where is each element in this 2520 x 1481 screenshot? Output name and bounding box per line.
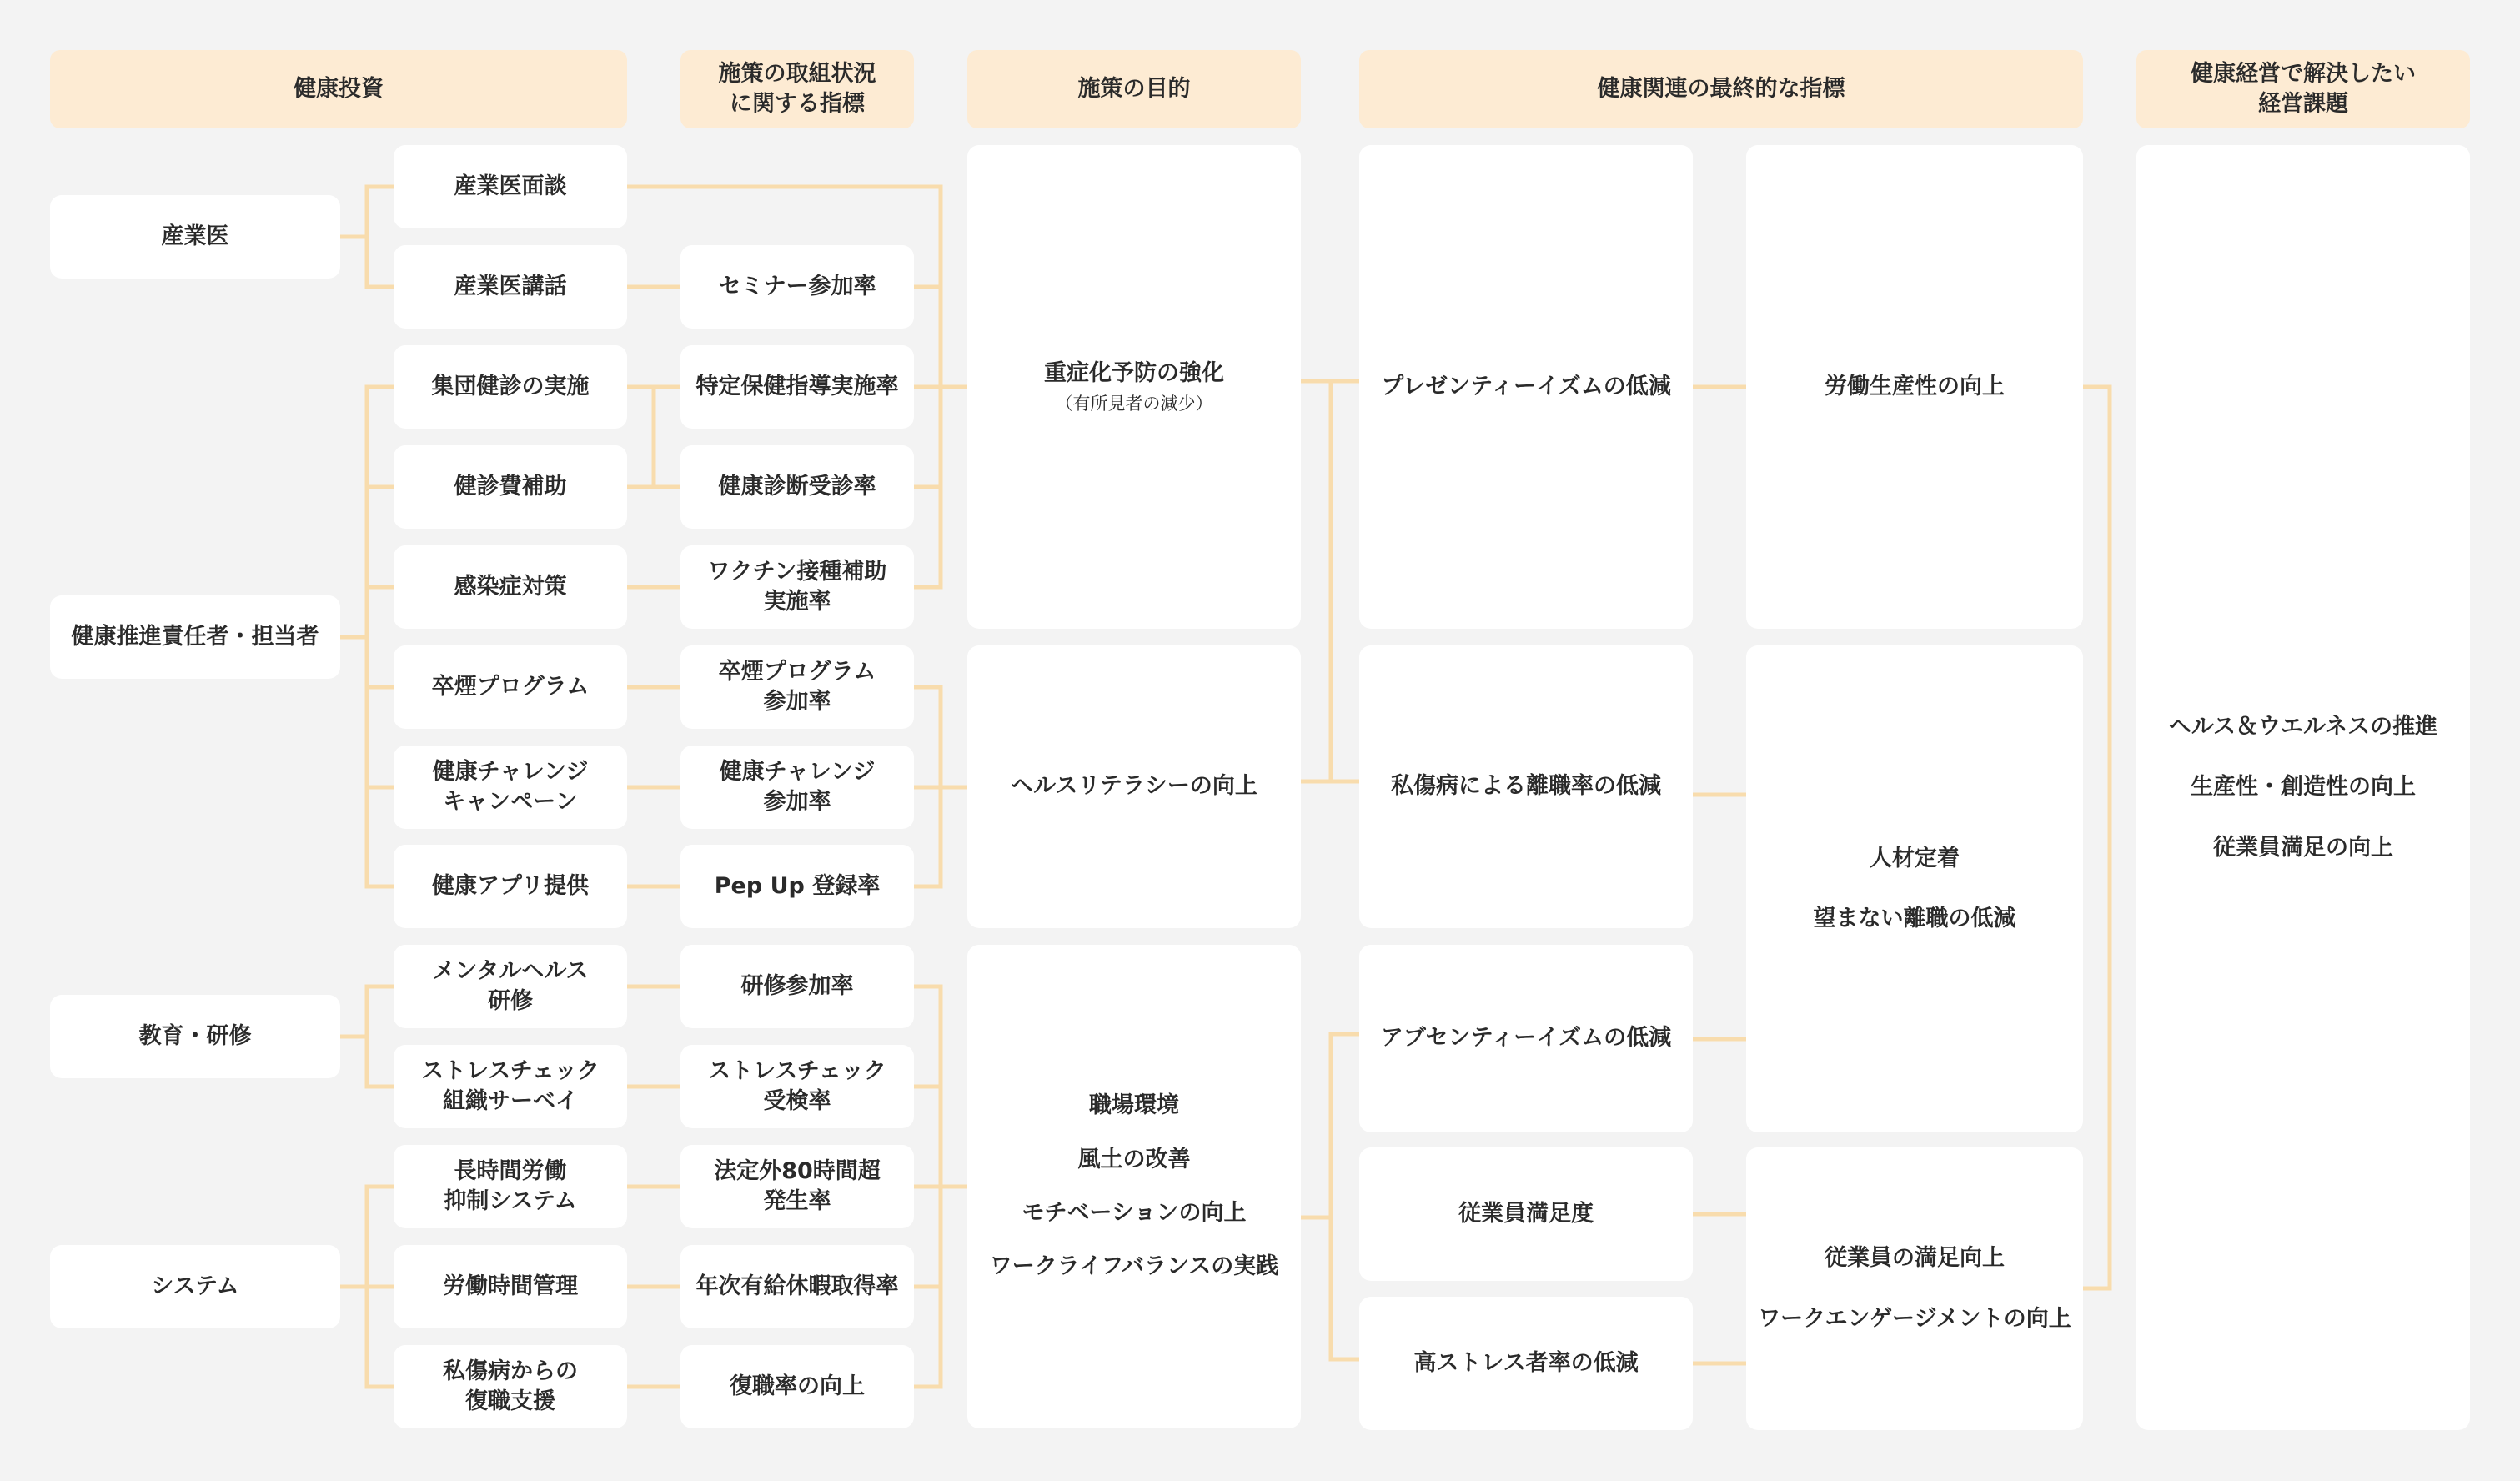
indicator-label: 年次有給休暇取得率: [695, 1273, 899, 1299]
indicator-paid-leave-rate: [680, 1245, 914, 1328]
indicator-label: 健康診断受診率: [718, 473, 876, 500]
measure-label: 私傷病からの 復職支援: [443, 1358, 578, 1414]
indicator-label: セミナー参加率: [718, 273, 876, 299]
indicator-label: ワクチン接種補助 実施率: [707, 558, 887, 615]
measure-label: 卒煙プログラム: [431, 673, 590, 700]
final-label: プレゼンティーイズムの低減: [1381, 373, 1671, 399]
purpose-workplace: [967, 945, 1301, 1428]
outcome-item: 人材定着: [1870, 845, 1960, 871]
indicator-checkup-rate: [680, 445, 914, 529]
measure-return-support: [394, 1345, 627, 1428]
header-final-indicators: 健康関連の最終的な指標: [1359, 50, 2083, 128]
outcome-item: 従業員の満足向上: [1824, 1245, 2005, 1272]
indicator-label: 研修参加率: [740, 972, 854, 999]
measure-label: 健診費補助: [454, 473, 567, 500]
indicator-label: 復職率の向上: [730, 1373, 865, 1399]
purpose-item: 職場環境: [1088, 1092, 1179, 1119]
indicator-training-rate: [680, 945, 914, 1028]
purpose-subtitle: （有所見者の減少）: [1055, 394, 1213, 414]
purpose-item: ワークライフバランスの実践: [989, 1253, 1279, 1280]
outcome-productivity: [1746, 145, 2083, 629]
management-issues-box: [2136, 145, 2470, 1430]
indicator-specific-guidance-rate: [680, 345, 914, 429]
purpose-title: 重症化予防の強化: [1044, 359, 1224, 386]
measure-label: 感染症対策: [454, 573, 567, 600]
indicator-return-rate: [680, 1345, 914, 1428]
header-purpose: 施策の目的: [967, 50, 1301, 128]
measure-work-time-management: [394, 1245, 627, 1328]
measure-group-checkup: [394, 345, 627, 429]
purpose-health-literacy: [967, 645, 1301, 928]
purpose-severity-prevention: [967, 145, 1301, 629]
measure-label: 健康アプリ提供: [432, 872, 589, 899]
final-label: 従業員満足度: [1458, 1200, 1594, 1227]
measure-overtime-system: [394, 1145, 627, 1228]
actor-label: 産業医: [161, 223, 229, 249]
outcome-label: 労働生産性の向上: [1825, 373, 2005, 399]
measure-mental-health-training: [394, 945, 627, 1028]
indicator-overtime-rate: [680, 1145, 914, 1228]
final-absenteeism: [1359, 945, 1693, 1132]
measure-health-challenge: [394, 746, 627, 829]
indicator-label: 法定外80時間超 発生率: [714, 1157, 881, 1214]
indicator-label: 健康チャレンジ 参加率: [719, 758, 876, 815]
actor-system: [50, 1245, 340, 1328]
indicator-stress-check-rate: [680, 1045, 914, 1128]
measure-checkup-subsidy: [394, 445, 627, 529]
measure-label: 長時間労働 抑制システム: [444, 1157, 577, 1214]
indicator-seminar-rate: [680, 245, 914, 329]
actor-label: 教育・研修: [138, 1022, 252, 1049]
measure-label: 産業医講話: [454, 273, 567, 299]
header-progress-indicators: 施策の取組状況 に関する指標: [680, 50, 914, 128]
header-health-investment: 健康投資: [50, 50, 627, 128]
measure-label: 集団健診の実施: [431, 373, 590, 399]
actor-education-training: [50, 995, 340, 1078]
indicator-vaccine-rate: [680, 545, 914, 629]
outcome-item: ワークエンゲージメントの向上: [1758, 1305, 2071, 1332]
header-management-issues: 健康経営で解決したい 経営課題: [2136, 50, 2470, 128]
indicator-pepup-rate: [680, 845, 914, 928]
measure-infection-control: [394, 545, 627, 629]
issue-item: 生産性・創造性の向上: [2190, 774, 2416, 801]
measure-label: 産業医面談: [454, 173, 567, 199]
indicator-label: 特定保健指導実施率: [695, 373, 899, 399]
outcome-engagement: [1746, 1147, 2083, 1430]
final-satisfaction: [1359, 1147, 1693, 1281]
indicator-label: Pep Up 登録率: [714, 872, 881, 899]
purpose-title: ヘルスリテラシーの向上: [1011, 773, 1257, 800]
actor-label: システム: [151, 1273, 239, 1299]
final-turnover-illness: [1359, 645, 1693, 928]
measure-stress-check-survey: [394, 1045, 627, 1128]
issue-item: 従業員満足の向上: [2212, 834, 2393, 861]
final-presenteeism: [1359, 145, 1693, 629]
indicator-label: ストレスチェック 受検率: [708, 1057, 886, 1114]
measure-smoking-program: [394, 645, 627, 729]
measure-label: メンタルヘルス 研修: [432, 957, 589, 1014]
measure-label: ストレスチェック 組織サーベイ: [421, 1057, 600, 1114]
indicator-smoking-rate: [680, 645, 914, 729]
indicator-challenge-rate: [680, 746, 914, 829]
final-high-stress: [1359, 1297, 1693, 1430]
indicator-label: 卒煙プログラム 参加率: [718, 658, 876, 715]
actor-occupational-physician: [50, 195, 340, 279]
outcome-item: 望まない離職の低減: [1813, 906, 2016, 931]
outcome-retention: [1746, 645, 2083, 1132]
measure-physician-lecture: [394, 245, 627, 329]
final-label: 高ストレス者率の低減: [1413, 1349, 1639, 1376]
measure-health-app: [394, 845, 627, 928]
purpose-item: モチベーションの向上: [1022, 1200, 1247, 1226]
purpose-item: 風土の改善: [1077, 1146, 1191, 1172]
final-label: アブセンティーイズムの低減: [1380, 1025, 1672, 1052]
issue-item: ヘルス＆ウエルネスの推進: [2168, 713, 2438, 740]
measure-label: 健康チャレンジ キャンペーン: [432, 758, 589, 815]
measure-physician-interview: [394, 145, 627, 228]
actor-health-promotion-staff: [50, 595, 340, 679]
measure-label: 労働時間管理: [443, 1273, 578, 1299]
actor-label: 健康推進責任者・担当者: [71, 623, 319, 650]
final-label: 私傷病による離職率の低減: [1391, 773, 1661, 800]
